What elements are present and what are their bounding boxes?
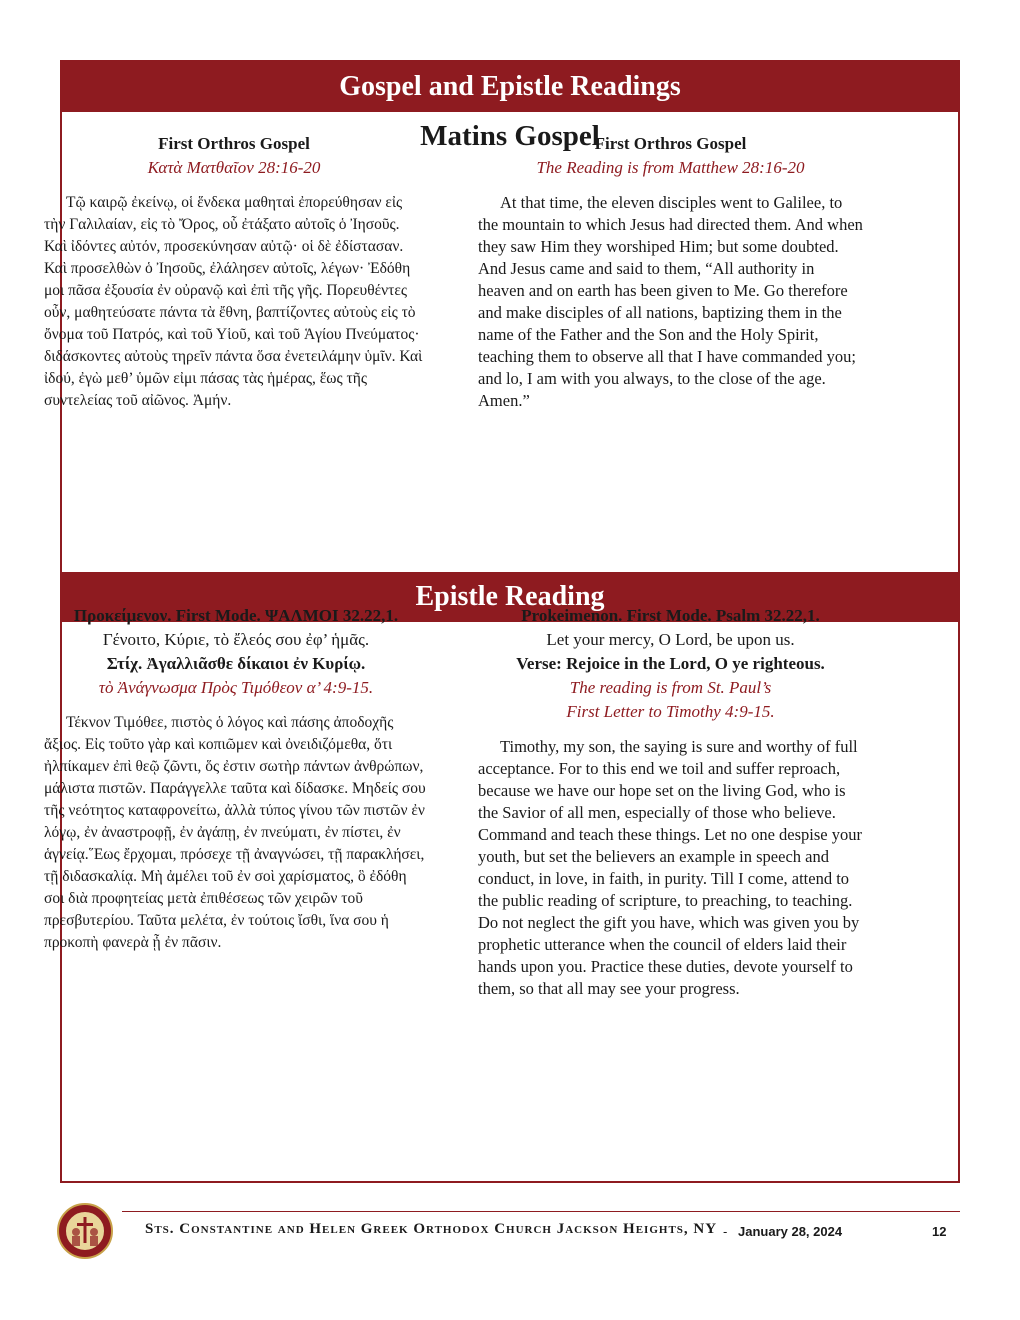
gospel-greek-heading: First Orthros Gospel [158,134,310,153]
epistle-english-reference-line1: The reading is from St. Paul’s [569,678,772,697]
gospel-banner: Gospel and Epistle Readings [62,62,958,112]
epistle-english-prokeimenon: Prokeimenon. First Mode. Psalm 32.22,1. [521,606,820,625]
saints-icon [65,1211,105,1251]
epistle-banner: Epistle Reading [62,572,958,622]
matins-gospel-title: Matins Gospel [420,120,600,152]
footer-church-name: Sts. Constantine and Helen Greek Orthodox Church Jackson Heights, NY [145,1221,718,1237]
gospel-greek-text: Τῷ καιρῷ ἐκείνῳ, οἱ ἕνδεκα μαθηταὶ ἐπορεύθησαν εἰς τὴν Γαλιλαίαν, εἰς τὸ Ὄρος, οὗ ἐτάξατο αὐτοῖς ὁ Ἰησοῦς. Καὶ ἰδόντες αὐτόν, προσεκύνησαν αὐτῷ· οἱ δὲ ἐδίστασαν. Καὶ προσελθὼν ὁ Ἰησοῦς, ἐλάλησεν αὐτοῖς, λέγων· Ἐδόθη μοι πᾶσα ἐξουσία ἐν οὐρανῷ καὶ ἐπὶ τῆς γῆς. Πορευθέντες οὖν, μαθητεύσατε πάντα τὰ ἔθνη, βαπτίζοντες αὐτοὺς εἰς τὸ ὄνομα τοῦ Πατρός, καὶ τοῦ Υἱοῦ, καὶ τοῦ Ἁγίου Πνεύματος· διδάσκοντες αὐτοὺς τηρεῖν πάντα ὅσα ἐνετειλάμην ὑμῖν. Καὶ ἰδού, ἐγὼ μεθ’ ὑμῶν εἰμι πάσας τὰς ἡμέρας, ἕως τῆς συντελείας τοῦ αἰῶνος. Ἀμήν. [44,194,423,409]
epistle-greek-verse: Στίχ. Ἀγαλλιᾶσθε δίκαιοι ἐν Κυρίῳ. [106,654,366,673]
footer-divider [122,1211,960,1212]
epistle-greek-column [44,604,428,954]
footer-date: January 28, 2024 [738,1224,843,1239]
gospel-english-column [478,132,863,412]
gospel-english-heading: First Orthros Gospel [594,134,747,153]
gospel-english-text: At that time, the eleven disciples went to Galilee, to the mountain to which Jesus had directed them. And when they saw Him they worshiped Him; but some doubted. And Jesus came and said to them, “All authority in heaven and on earth has been given to Me. Go therefore and make disciples of all nations, baptizing them in the name of the Father and the Son and the Holy Spirit, teaching them to observe all that I have commanded you; and lo, I am with you always, to the close of the age. Amen.” [478,193,863,410]
epistle-english-verse: Verse: Rejoice in the Lord, O ye righteous. [516,654,825,673]
page-number: 12 [932,1224,947,1239]
gospel-greek-reference: Κατὰ Ματθαῖον 28:16-20 [147,158,321,177]
epistle-english-column [478,604,863,1000]
epistle-greek-line: Γένοιτο, Κύριε, τὸ ἔλεός σου ἐφ’ ἡμᾶς. [102,630,370,649]
footer-separator: - [723,1224,728,1239]
epistle-english-text: Timothy, my son, the saying is sure and worthy of full acceptance. For to this end we toil and suffer reproach, because we have our hope set on the living God, who is the Savior of all men, especially of those who believe. Command and teach these things. Let no one despise your youth, but set the believers an example in speech and conduct, in love, in faith, in purity. Till I come, attend to the public reading of scripture, to preaching, to teaching. Do not neglect the gift you have, which was given you by prophetic utterance when the council of elders laid their hands upon you. Practice these duties, devote yourself to them, so that all may see your progress. [478,737,862,998]
epistle-greek-prokeimenon: Προκείμενον. First Mode. ΨΑΛΜΟΙ 32.22,1. [73,606,399,625]
epistle-english-reference-line2: First Letter to Timothy 4:9-15. [566,702,775,721]
epistle-english-line: Let your mercy, O Lord, be upon us. [546,630,795,649]
gospel-greek-column [44,132,424,412]
epistle-greek-text: Τέκνον Τιμόθεε, πιστὸς ὁ λόγος καὶ πάσης ἀποδοχῆς ἄξιος. Εἰς τοῦτο γὰρ καὶ κοπιῶμεν καὶ ὀνειδιζόμεθα, ὅτι ἠλπίκαμεν ἐπὶ θεῷ ζῶντι, ὅς ἐστιν σωτὴρ πάντων ἀνθρώπων, μάλιστα πιστῶν. Παράγγελλε ταῦτα καὶ δίδασκε. Μηδείς σου τῆς νεότητος καταφρονείτω, ἀλλὰ τύπος γίνου τῶν πιστῶν ἐν λόγῳ, ἐν ἀναστροφῇ, ἐν ἀγάπῃ, ἐν πνεύματι, ἐν πίστει, ἐν ἁγνείᾳ.῞Εως ἔρχομαι, πρόσεχε τῇ ἀναγνώσει, τῇ παρακλήσει, τῇ διδασκαλίᾳ. Μὴ ἀμέλει τοῦ ἐν σοὶ χαρίσματος, ὃ ἐδόθη σοι διὰ προφητείας μετὰ ἐπιθέσεως τῶν χειρῶν τοῦ πρεσβυτερίου. Ταῦτα μελέτα, ἐν τούτοις ἴσθι, ἵνα σου ἡ προκοπὴ φανερὰ ᾖ ἐν πᾶσιν. [44,714,426,951]
epistle-greek-reference: τὸ Ἀνάγνωσμα Πρὸς Τιμόθεον α’ 4:9-15. [98,678,374,697]
gospel-english-reference: The Reading is from Matthew 28:16-20 [536,158,805,177]
church-seal-icon [57,1203,113,1259]
